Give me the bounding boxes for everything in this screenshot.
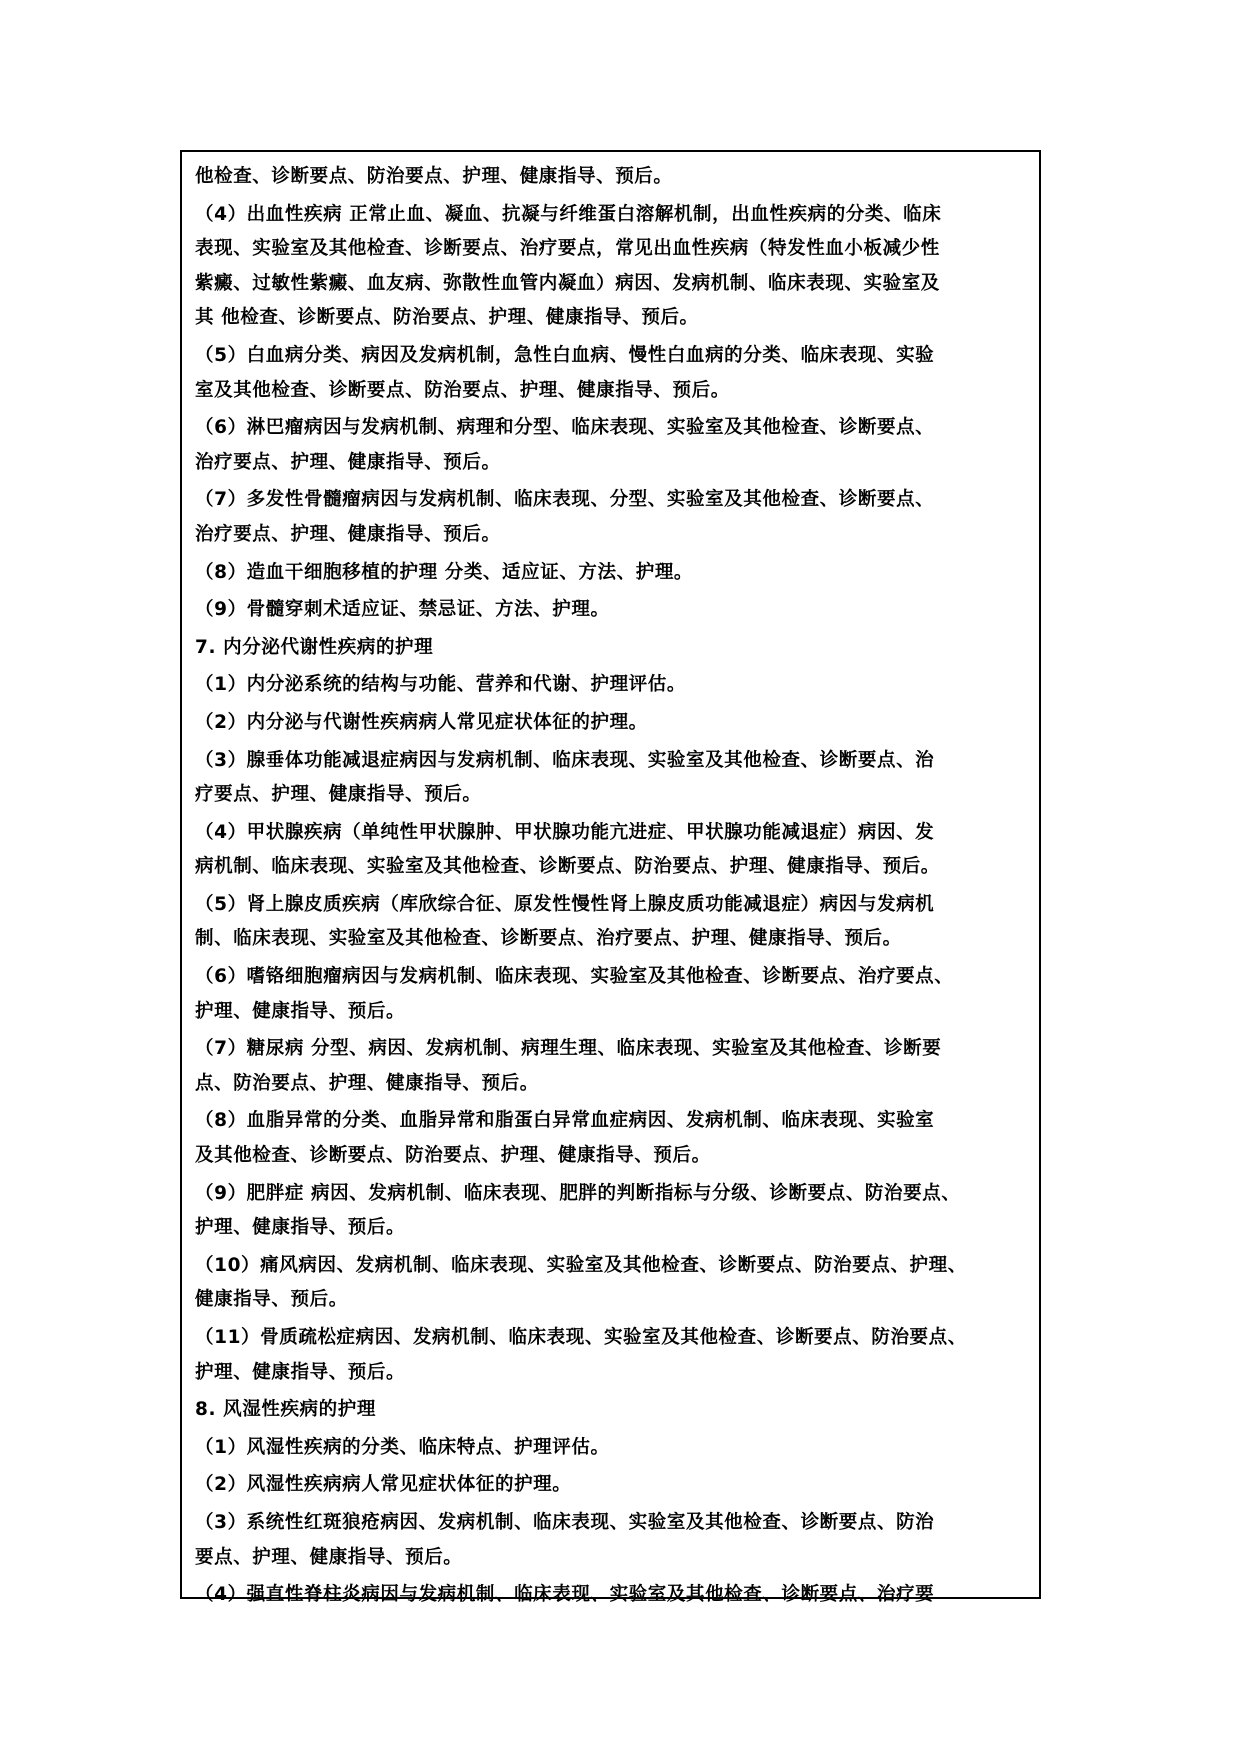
syllabus-paragraph (195, 411, 1027, 480)
text-line: （7）多发性骨髓瘤病因与发病机制、临床表现、分型、实验室及其他检查、诊断要点、 (195, 489, 935, 511)
syllabus-paragraph (195, 706, 1027, 741)
text-line: 疗要点、护理、健康指导、预后。 (195, 784, 482, 806)
section-heading (195, 1393, 1027, 1428)
syllabus-paragraph (195, 1506, 1027, 1575)
syllabus-paragraph (195, 960, 1027, 1029)
syllabus-paragraph (195, 1177, 1027, 1246)
text-line: （7）糖尿病 分型、病因、发病机制、病理生理、临床表现、实验室及其他检查、诊断要 (195, 1038, 942, 1060)
syllabus-paragraph (195, 744, 1027, 813)
text-line: （8）造血干细胞移植的护理 分类、适应证、方法、护理。 (195, 561, 694, 583)
text-line: 紫癜、过敏性紫癜、血友病、弥散性血管内凝血）病因、发病机制、临床表现、实验室及 (195, 272, 940, 294)
content-table-cell (180, 150, 1041, 1606)
text-line: （9）肥胖症 病因、发病机制、临床表现、肥胖的判断指标与分级、诊断要点、防治要点、 (195, 1182, 961, 1204)
text-line: 室及其他检查、诊断要点、防治要点、护理、健康指导、预后。 (195, 379, 730, 401)
text-line: 护理、健康指导、预后。 (195, 1361, 406, 1383)
text-line: （5）肾上腺皮质疾病（库欣综合征、原发性慢性肾上腺皮质功能减退症）病因与发病机 (195, 893, 935, 915)
syllabus-paragraph (195, 1104, 1027, 1173)
text-line: （1）内分泌系统的结构与功能、营养和代谢、护理评估。 (195, 674, 686, 696)
text-line: （10）痛风病因、发病机制、临床表现、实验室及其他检查、诊断要点、防治要点、护理、 (195, 1254, 967, 1276)
text-line: （6）淋巴瘤病因与发病机制、病理和分型、临床表现、实验室及其他检查、诊断要点、 (195, 417, 935, 439)
syllabus-paragraph (195, 1249, 1027, 1318)
syllabus-paragraph (195, 198, 1027, 336)
syllabus-paragraph (195, 339, 1027, 408)
text-line: 治疗要点、护理、健康指导、预后。 (195, 523, 501, 545)
syllabus-paragraph (195, 1431, 1027, 1466)
syllabus-paragraph (195, 668, 1027, 703)
section-heading (195, 631, 1027, 666)
text-line: 表现、实验室及其他检查、诊断要点、治疗要点，常见出血性疾病（特发性血小板减少性 (195, 238, 940, 260)
text-line: 8. 风湿性疾病的护理 (195, 1399, 376, 1421)
text-line: （2）风湿性疾病病人常见症状体征的护理。 (195, 1474, 572, 1496)
text-line: 健康指导、预后。 (195, 1289, 348, 1311)
syllabus-paragraph (195, 816, 1027, 885)
text-line: 要点、护理、健康指导、预后。 (195, 1546, 463, 1568)
text-line: 其 他检查、诊断要点、防治要点、护理、健康指导、预后。 (195, 307, 699, 329)
text-line: （8）血脂异常的分类、血脂异常和脂蛋白异常血症病因、发病机制、临床表现、实验室 (195, 1110, 935, 1132)
text-line: （6）嗜铬细胞瘤病因与发病机制、临床表现、实验室及其他检查、诊断要点、治疗要点、 (195, 966, 954, 988)
text-line: 及其他检查、诊断要点、防治要点、护理、健康指导、预后。 (195, 1145, 711, 1167)
text-line: 病机制、临床表现、实验室及其他检查、诊断要点、防治要点、护理、健康指导、预后。 (195, 856, 940, 878)
text-line: （3）系统性红斑狼疮病因、发病机制、临床表现、实验室及其他检查、诊断要点、防治 (195, 1511, 935, 1533)
text-line: （4）强直性脊柱炎病因与发病机制、临床表现、实验室及其他检查、诊断要点、治疗要 (195, 1584, 935, 1606)
text-line: 制、临床表现、实验室及其他检查、诊断要点、治疗要点、护理、健康指导、预后。 (195, 928, 902, 950)
syllabus-paragraph (195, 593, 1027, 628)
text-line: （4）甲状腺疾病（单纯性甲状腺肿、甲状腺功能亢进症、甲状腺功能减退症）病因、发 (195, 821, 935, 843)
syllabus-paragraph (195, 556, 1027, 591)
text-line: 护理、健康指导、预后。 (195, 1000, 406, 1022)
syllabus-paragraph (195, 483, 1027, 552)
text-line: （1）风湿性疾病的分类、临床特点、护理评估。 (195, 1436, 610, 1458)
syllabus-paragraph (195, 888, 1027, 957)
text-line: 7. 内分泌代谢性疾病的护理 (195, 636, 434, 658)
text-line: （2）内分泌与代谢性疾病病人常见症状体征的护理。 (195, 711, 648, 733)
text-line: （11）骨质疏松症病因、发病机制、临床表现、实验室及其他检查、诊断要点、防治要点、 (195, 1327, 967, 1348)
text-line: （3）腺垂体功能减退症病因与发病机制、临床表现、实验室及其他检查、诊断要点、治 (195, 749, 935, 771)
text-line: 护理、健康指导、预后。 (195, 1217, 406, 1239)
syllabus-paragraph (195, 160, 1027, 195)
text-line: 治疗要点、护理、健康指导、预后。 (195, 451, 501, 473)
syllabus-paragraph (195, 1321, 1027, 1390)
syllabus-paragraph (195, 1578, 1027, 1613)
text-line: （9）骨髓穿刺术适应证、禁忌证、方法、护理。 (195, 599, 610, 621)
text-line: （5）白血病分类、病因及发病机制，急性白血病、慢性白血病的分类、临床表现、实验 (195, 344, 935, 366)
syllabus-paragraph (195, 1032, 1027, 1101)
text-line: 点、防治要点、护理、健康指导、预后。 (195, 1072, 539, 1094)
text-line: 他检查、诊断要点、防治要点、护理、健康指导、预后。 (195, 166, 673, 187)
syllabus-paragraph (195, 1468, 1027, 1503)
text-line: （4）出血性疾病 正常止血、凝血、抗凝与纤维蛋白溶解机制，出血性疾病的分类、临床 (195, 203, 942, 225)
